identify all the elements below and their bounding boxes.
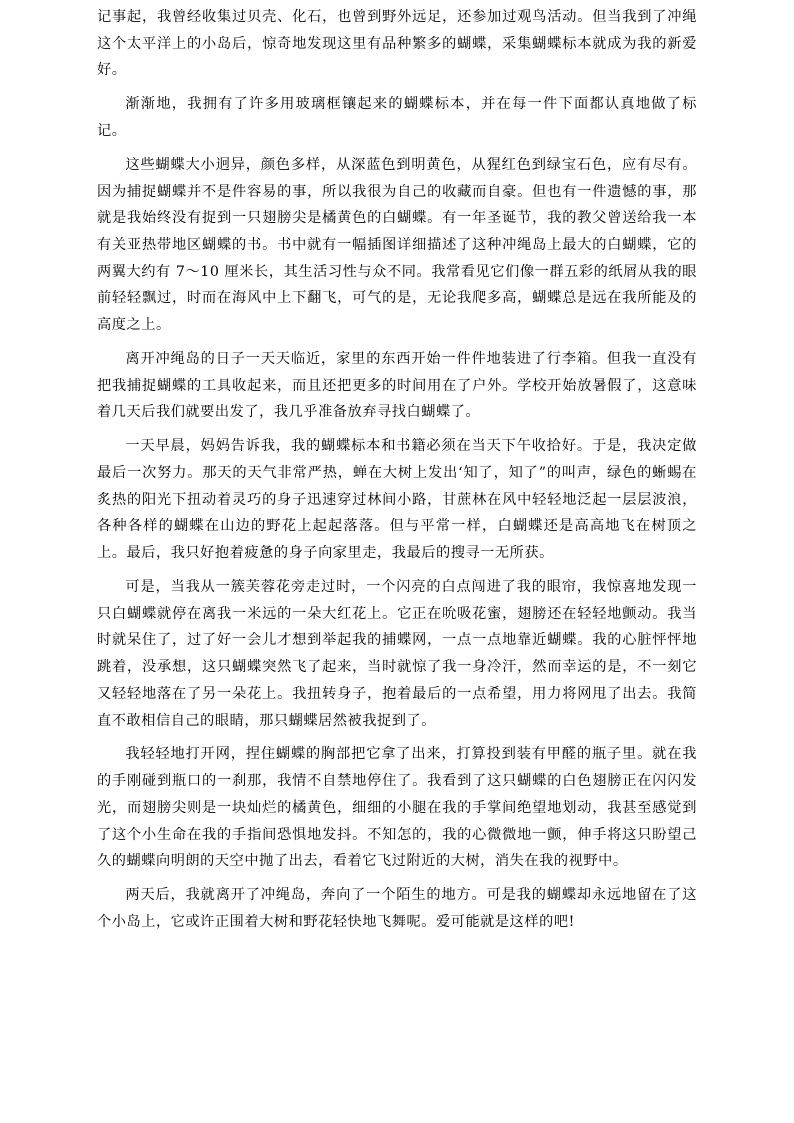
paragraph: 离开冲绳岛的日子一天天临近，家里的东西开始一件件地装进了行李箱。但我一直没有把我捕捉蝴蝶的工具收起来，而且还把更多的时间用在了户外。学校开始放暑假了，这意味着几天后我们就要出发了，我几乎准备放弃寻找白蝴蝶了。 xyxy=(97,351,697,421)
paragraph: 两天后，我就离开了冲绳岛，奔向了一个陌生的地方。可是我的蝴蝶却永远地留在了这个小岛上，它或许正围着大树和野花轻快地飞舞呢。爱可能就是这样的吧! xyxy=(97,887,697,930)
paragraph: 这些蝴蝶大小迥异，颜色多样，从深蓝色到明黄色，从猩红色到绿宝石色，应有尽有。因为捕捉蝴蝶并不是件容易的事，所以我很为自己的收藏而自豪。但也有一件遗憾的事，那就是我始终没有捉到一只翅膀尖是橘黄色的白蝴蝶。有一年圣诞节，我的教父曾送给我一本有关亚热带地区蝴蝶的书。书中就有一幅插图详细描述了这种冲绳岛上最大的白蝴蝶，它的两翼大约有 7～10 厘米长，其生活习性与众不同。我常看见它们像一群五彩的纸屑从我的眼前轻轻飘过，时而在海风中上下翻飞，可气的是，无论我爬多高，蝴蝶总是远在我所能及的高度之上。 xyxy=(97,156,697,334)
article-body xyxy=(97,4,697,943)
paragraph: 一天早晨，妈妈告诉我，我的蝴蝶标本和书籍必须在当天下午收拾好。于是，我决定做最后一次努力。那天的天气非常严热，蝉在大树上发出‘知了，知了”的叫声，绿色的蜥蜴在炙热的阳光下扭动着灵巧的身子迅速穿过林间小路，甘蔗林在风中轻轻地泛起一层层波浪，各种各样的蝴蝶在山边的野花上起起落落。但与平常一样，白蝴蝶还是高高地飞在树顶之上。最后，我只好抱着疲惫的身子向家里走，我最后的搜寻一无所获。 xyxy=(97,438,697,562)
paragraph: 我轻轻地打开网，捏住蝴蝶的胸部把它拿了出来，打算投到装有甲醛的瓶子里。就在我的手刚碰到瓶口的一刹那，我情不自禁地停住了。我看到了这只蝴蝶的白色翅膀正在闪闪发光，而翅膀尖则是一块灿烂的橘黄色，细细的小腿在我的手掌间绝望地划动，我甚至感觉到了这个小生命在我的手指间恐惧地发抖。不知怎的，我的心微微地一颤，伸手将这只盼望己久的蝴蝶向明朗的天空中抛了出去，看着它飞过附近的大树，消失在我的视野中。 xyxy=(97,746,697,870)
paragraph: 渐渐地，我拥有了许多用玻璃框镶起来的蝴蝶标本，并在每一件下面都认真地做了标记。 xyxy=(97,96,697,139)
paragraph: 记事起，我曾经收集过贝壳、化石，也曾到野外远足，还参加过观鸟活动。但当我到了冲绳这个太平洋上的小岛后，惊奇地发现这里有品种繁多的蝴蝶，采集蝴蝶标本就成为我的新爱好。 xyxy=(97,9,697,79)
paragraph: 可是，当我从一簇芙蓉花旁走过时，一个闪亮的白点闯进了我的眼帘，我惊喜地发现一只白蝴蝶就停在离我一米远的一朵大红花上。它正在吮吸花蜜，翅膀还在轻轻地颤动。我当时就呆住了，过了好一会儿才想到举起我的捕蝶网，一点一点地靠近蝴蝶。我的心脏怦怦地跳着，没承想，这只蝴蝶突然飞了起来，当时就惊了我一身冷汗，然而幸运的是，不一刻它又轻轻地落在了另一朵花上。我扭转身子，抱着最后的一点希望，用力将网甩了出去。我简直不敢相信自己的眼睛，那只蝴蝶居然被我捉到了。 xyxy=(97,579,697,729)
